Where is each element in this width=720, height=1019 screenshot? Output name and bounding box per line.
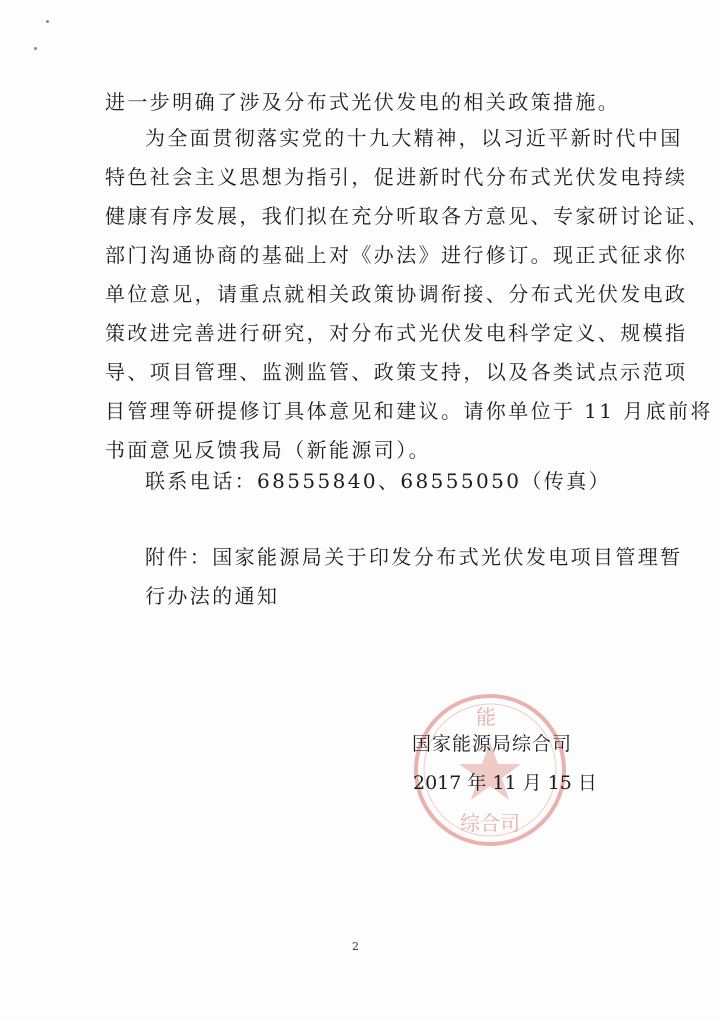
paragraph-2-line-5: 单位意见，请重点就相关政策协调衔接、分布式光伏发电政 (105, 282, 688, 306)
paragraph-2-line-2: 特色社会主义思想为指引，促进新时代分布式光伏发电持续 (105, 165, 688, 189)
page-number: 2 (352, 940, 359, 953)
paragraph-2-line-9: 书面意见反馈我局（新能源司）。 (105, 438, 431, 462)
paragraph-2-line-3: 健康有序发展，我们拟在充分听取各方意见、专家研讨论证、 (105, 204, 710, 228)
signature-org: 国家能源局综合司 (412, 733, 573, 755)
signature-date: 2017 年 11 月 15 日 (413, 772, 597, 794)
attachment-line-1: 附件：国家能源局关于印发分布式光伏发电项目管理暂 (145, 545, 683, 569)
paragraph-2-line-8: 目管理等研提修订具体意见和建议。请你单位于 11 月底前将 (105, 399, 713, 423)
seal-bottom-text: 综合司 (460, 811, 520, 835)
paragraph-2-line-7: 导、项目管理、监测监管、政策支持，以及各类试点示范项 (105, 360, 688, 384)
official-seal (410, 690, 573, 850)
contact-line: 联系电话：68555840、68555050（传真） (145, 469, 611, 493)
paragraph-2-line-4: 部门沟通协商的基础上对《办法》进行修订。现正式征求你 (105, 243, 688, 267)
paragraph-2-line-6: 策改进完善进行研究，对分布式光伏发电科学定义、规模指 (105, 321, 688, 345)
seal-top-text: 能 (476, 705, 496, 729)
paragraph-1-line-1: 进一步明确了涉及分布式光伏发电的相关政策措施。 (105, 90, 621, 114)
attachment-line-2: 行办法的通知 (145, 584, 280, 608)
paragraph-2-line-1: 为全面贯彻落实党的十九大精神，以习近平新时代中国 (145, 126, 683, 150)
